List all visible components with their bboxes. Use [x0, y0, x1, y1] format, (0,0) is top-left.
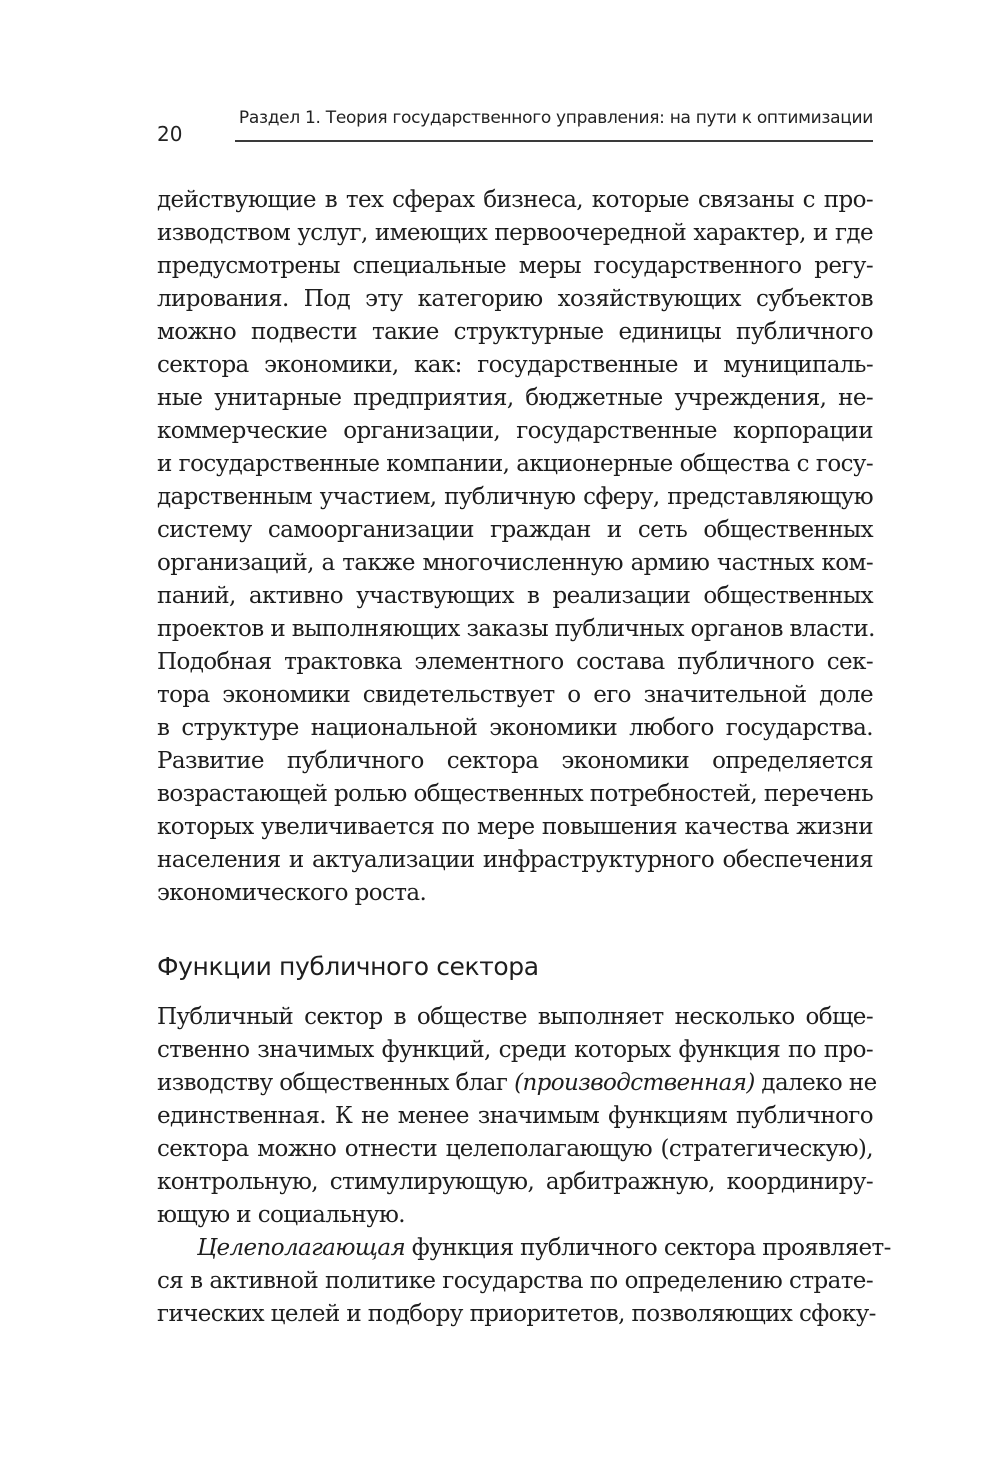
text-line: [157, 1232, 891, 1265]
text-line: предусмотрены специальные меры государственного регу-: [157, 253, 873, 279]
text-line: лирования. Под эту категорию хозяйствующих субъектов: [157, 286, 873, 312]
text-line: систему самоорганизации граждан и сеть общественных: [157, 517, 873, 543]
text-line: Развитие публичного сектора экономики определяется: [157, 748, 873, 774]
text-line: населения и актуализации инфраструктурного обеспечения: [157, 847, 873, 873]
text-line: ющую и социальную.: [157, 1202, 406, 1228]
paragraph-public-sector-functions: [157, 1001, 877, 1232]
text-line: коммерческие организации, государственные корпорации: [157, 418, 873, 444]
text-line: действующие в тех сферах бизнеса, которые связаны с про-: [157, 187, 873, 213]
italic-term: Целеполагающая: [197, 1235, 406, 1261]
text-line: гических целей и подбору приоритетов, позволяющих сфоку-: [157, 1301, 876, 1327]
text-line: экономического роста.: [157, 880, 427, 906]
header-rule: [235, 140, 873, 142]
text-line: ственно значимых функций, среди которых функция по про-: [157, 1037, 873, 1063]
text-fragment: изводству общественных благ: [157, 1070, 515, 1096]
text-line: Подобная трактовка элементного состава публичного сек-: [157, 649, 873, 675]
text-line: Публичный сектор в обществе выполняет несколько обще-: [157, 1004, 873, 1030]
running-head: [157, 108, 873, 148]
text-line: и государственные компании, акционерные общества с госу-: [157, 451, 873, 477]
text-line: ся в активной политике государства по определению страте-: [157, 1268, 873, 1294]
text-fragment: далеко не: [754, 1070, 877, 1096]
text-line: ные унитарные предприятия, бюджетные учреждения, не-: [157, 385, 873, 411]
text-line: которых увеличивается по мере повышения качества жизни: [157, 814, 873, 840]
text-line: [157, 1067, 877, 1100]
text-line: сектора экономики, как: государственные и муниципаль-: [157, 352, 873, 378]
text-line: организаций, а также многочисленную армию частных ком-: [157, 550, 873, 576]
text-line: сектора можно отнести целеполагающую (стратегическую),: [157, 1136, 873, 1162]
text-line: контрольную, стимулирующую, арбитражную, координиру-: [157, 1169, 873, 1195]
text-line: изводством услуг, имеющих первоочередной характер, и где: [157, 220, 873, 246]
text-line: дарственным участием, публичную сферу, представляющую: [157, 484, 873, 510]
text-line: можно подвести такие структурные единицы публичного: [157, 319, 873, 345]
text-line: проектов и выполняющих заказы публичных органов власти.: [157, 616, 875, 642]
text-line: тора экономики свидетельствует о его значительной доле: [157, 682, 873, 708]
paragraph-goal-setting-function: [157, 1232, 891, 1331]
text-fragment: функция публичного сектора проявляет-: [405, 1235, 891, 1261]
paragraph-public-sector-composition: [157, 184, 873, 910]
text-line: возрастающей ролью общественных потребностей, перечень: [157, 781, 873, 807]
text-line: единственная. К не менее значимым функциям публичного: [157, 1103, 873, 1129]
running-head-title: Раздел 1. Теория государственного управления: на пути к оптимизации: [238, 108, 873, 128]
italic-term: (производственная): [514, 1070, 755, 1096]
page-number: 20: [157, 122, 183, 146]
text-line: паний, активно участвующих в реализации общественных: [157, 583, 873, 609]
section-heading: Функции публичного сектора: [157, 952, 539, 981]
text-line: в структуре национальной экономики любого государства.: [157, 715, 873, 741]
